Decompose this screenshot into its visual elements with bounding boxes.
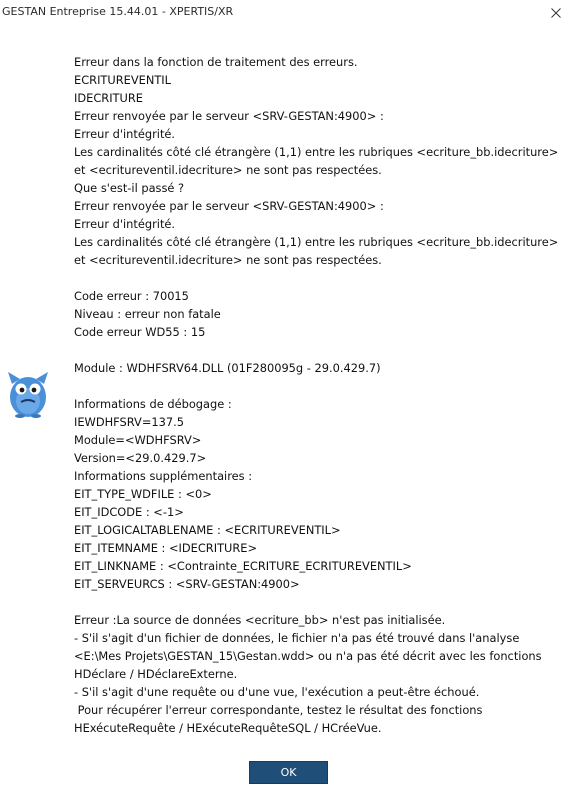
error-message: Erreur dans la fonction de traitement des erreurs. ECRITUREVENTIL IDECRITURE Erreur renvoyée par le serveur <SRV-GESTAN:4900> : Erreur d'intégrité. Les cardinalités côté clé étrangère (1,1) entre les rubriques <ecriture_bb.idecriture> et <ecritureventil.idecriture> ne sont pas respectées. Que s'est-il passé ? Erreur renvoyée par le serveur <SRV-GESTAN:4900> : Erreur d'intégrité. Les cardinalités côté clé étrangère (1,1) entre les rubriques <ecriture_bb.idecriture> et <ecritureventil.idecriture> ne sont pas respectées. Code erreur : 70015 Niveau : erreur non fatale Code erreur WD55 : 15 Module : WDHFSRV64.DLL (01F280095g - 29.0.429.7) Informations de débogage : IEWDHFSRV=137.5 Module=<WDHFSRV> Version=<29.0.429.7> Informations supplémentaires : EIT_TYPE_WDFILE : <0> EIT_IDCODE : <-1> EIT_LOGICALTABLENAME : <ECRITUREVENTIL> EIT_ITEMNAME : <IDECRITURE> EIT_LINKNAME : <Contrainte_ECRITURE_ECRITUREVENTIL> EIT_SERVEURCS : <SRV-GESTAN:4900> Erreur :La source de données <ecriture_bb> n'est pas initialisée. - S'il s'agit d'un fichier de données, le fichier n'a pas été trouvé dans l'analyse <E:\Mes Projets\GESTAN_15\Gestan.wdd> ou n'a pas été décrit avec les fonctions HDéclare / HDéclareExterne. - S'il s'agit d'une requête ou d'une vue, l'exécution a peut-être échoué. Pour récupérer l'erreur correspondante, testez le résultat des fonctions HExécuteRequête / HExécuteRequêteSQL / HCréeVue. — [74, 55, 559, 735]
error-mascot-icon — [6, 370, 50, 418]
title-bar — [0, 0, 576, 26]
ok-button[interactable]: OK — [249, 761, 328, 784]
window-title: GESTAN Entreprise 15.44.01 - XPERTIS/XR — [2, 5, 234, 18]
close-icon — [551, 8, 561, 18]
close-button[interactable] — [536, 0, 576, 26]
